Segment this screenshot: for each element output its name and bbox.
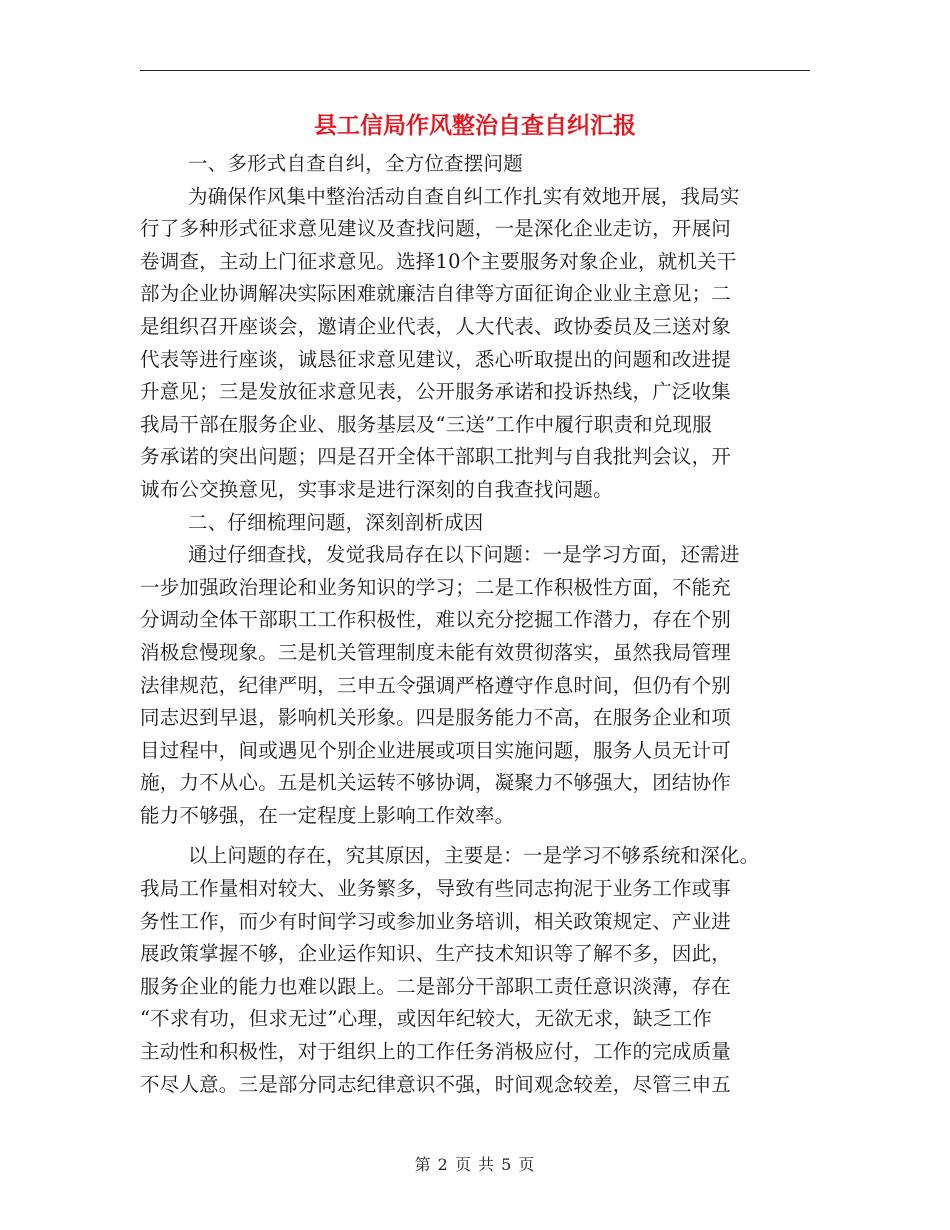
paragraph-line: 分调动全体干部职工工作积极性，难以充分挖掘工作潜力，存在个别	[140, 608, 732, 632]
paragraph-line: 一步加强政治理论和业务知识的学习；二是工作积极性方面，不能充	[140, 575, 732, 599]
paragraph-line: 行了多种形式征求意见建议及查找问题，一是深化企业走访，开展问	[140, 217, 732, 241]
paragraph-line: 我局工作量相对较大、业务繁多，导致有些同志拘泥于业务工作或事	[140, 877, 732, 901]
paragraph-line: 消极怠慢现象。三是机关管理制度未能有效贯彻落实，虽然我局管理	[140, 640, 732, 664]
paragraph-line: 展政策掌握不够，企业运作知识、生产技术知识等了解不多，因此，	[140, 942, 732, 966]
paragraph-line: 目过程中，间或遇见个别企业进展或项目实施问题，服务人员无计可	[140, 738, 732, 762]
paragraph-line: 务承诺的突出问题；四是召开全体干部职工批判与自我批判会议，开	[140, 445, 732, 469]
page-number: 第 2 页 共 5 页	[414, 1155, 536, 1174]
paragraph-line: 能力不够强，在一定程度上影响工作效率。	[140, 803, 515, 827]
paragraph-line: 务性工作，而少有时间学习或参加业务培训，相关政策规定、产业进	[140, 909, 732, 933]
document-body	[140, 148, 810, 1101]
paragraph-line: 我局干部在服务企业、服务基层及“三送”工作中履行职责和兑现服	[140, 412, 712, 436]
paragraph-line: 是组织召开座谈会，邀请企业代表，人大代表、政协委员及三送对象	[140, 314, 732, 338]
section-heading-2: 二、仔细梳理问题，深刻剖析成因	[188, 510, 484, 534]
paragraph-line: 以上问题的存在，究其原因，主要是：一是学习不够系统和深化。	[188, 844, 760, 868]
header-rule	[140, 70, 810, 71]
paragraph-line: 为确保作风集中整治活动自查自纠工作扎实有效地开展，我局实	[188, 184, 740, 208]
paragraph-line: 代表等进行座谈，诚恳征求意见建议，悉心听取提出的问题和改进提	[140, 347, 732, 371]
paragraph-line: “不求有功，但求无过”心理，或因年纪较大，无欲无求，缺乏工作	[140, 1007, 712, 1031]
paragraph-line: 法律规范，纪律严明，三申五令强调严格遵守作息时间，但仍有个别	[140, 673, 732, 697]
paragraph-line: 通过仔细查找，发觉我局存在以下问题：一是学习方面，还需进	[188, 543, 740, 567]
paragraph-line: 卷调查，主动上门征求意见。选择10个主要服务对象企业，就机关干	[140, 249, 737, 273]
paragraph-line: 升意见；三是发放征求意见表，公开服务承诺和投诉热线，广泛收集	[140, 380, 732, 404]
paragraph-line: 施，力不从心。五是机关运转不够协调，凝聚力不够强大，团结协作	[140, 771, 732, 795]
paragraph-line: 主动性和积极性，对于组织上的工作任务消极应付，工作的完成质量	[140, 1040, 732, 1064]
section-heading-1: 一、多形式自查自纠，全方位查摆问题	[188, 152, 523, 175]
paragraph-line: 服务企业的能力也难以跟上。二是部分干部职工责任意识淡薄，存在	[140, 974, 732, 998]
paragraph-line: 不尽人意。三是部分同志纪律意识不强，时间观念较差，尽管三申五	[140, 1072, 732, 1096]
paragraph-line: 部为企业协调解决实际困难就廉洁自律等方面征询企业业主意见；二	[140, 282, 732, 306]
document-title: 县工信局作风整治自查自纠汇报	[314, 112, 636, 139]
paragraph-line: 同志迟到早退，影响机关形象。四是服务能力不高，在服务企业和项	[140, 706, 732, 730]
paragraph-line: 诚布公交换意见，实事求是进行深刻的自我查找问题。	[140, 477, 613, 501]
